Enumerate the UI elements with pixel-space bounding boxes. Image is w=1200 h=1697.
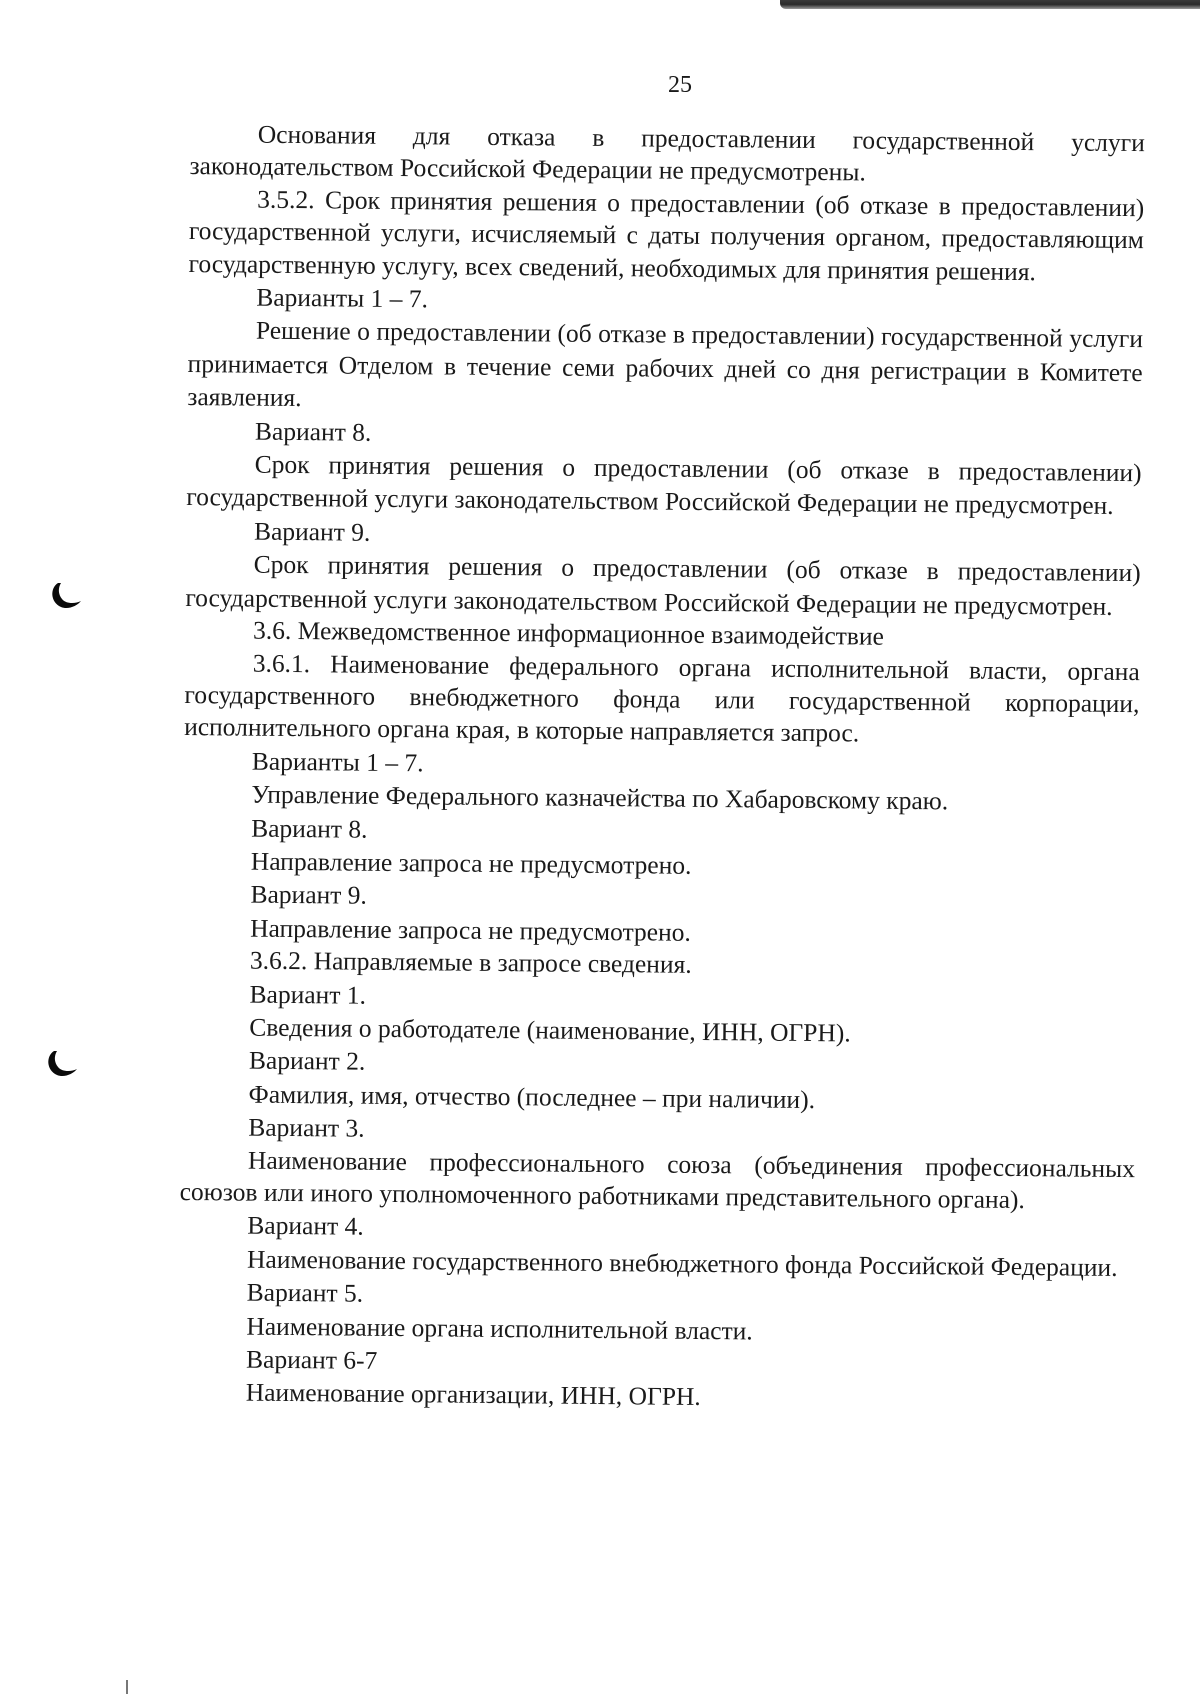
paragraph-variants-1-7-b: Варианты 1 – 7. (251, 746, 424, 777)
paragraph-variant-4-info: Наименование государственного внебюджетного фонда Российской Федерации. (246, 1244, 1118, 1282)
paragraph-variant-5-info: Наименование органа исполнительной власти. (246, 1311, 753, 1346)
paragraph-variant-1-info: Сведения о работодателе (наименование, ИНН, ОГРН). (249, 1012, 851, 1048)
paragraph-variant-9-a: Вариант 9. (253, 516, 371, 547)
scan-top-edge (780, 0, 1200, 9)
paragraph-variants-1-7-a: Варианты 1 – 7. (256, 282, 429, 314)
paragraph-no-request-8: Направление запроса не предусмотрено. (250, 846, 692, 880)
paragraph-treasury: Управление Федерального казначейства по Хабаровскому краю. (251, 779, 949, 816)
paragraph-variant-8-b: Вариант 8. (251, 813, 368, 844)
paragraph-3-6-heading: 3.6. Межведомственное информационное взаимодействие (252, 615, 885, 651)
scan-margin-tick (126, 1680, 128, 1694)
paragraph-3-6-2: 3.6.2. Направляемые в запросе сведения. (249, 945, 692, 980)
paragraph-refusal-grounds: Основания для отказа в предоставлении государственной услуги законодательством Российской Федерации не предусмотрены. (189, 119, 1145, 187)
paragraph-variant-9-term: Срок принятия решения о предоставлении (об отказе в предоставлении) государственной услуги законодательством Российской Федерации не предусмотрен. (185, 549, 1141, 621)
paragraph-no-request-9: Направление запроса не предусмотрено. (250, 913, 691, 947)
paragraph-3-5-2: 3.5.2. Срок принятия решения о предоставлении (об отказе в предоставлении) государственной услуги, исчисляемый с даты получения органом, предоставляющим государственную услугу, всех сведений, необходимых для принятия решения. (188, 184, 1145, 286)
paragraph-variant-9-b: Вариант 9. (250, 879, 368, 911)
paragraph-variant-5: Вариант 5. (246, 1277, 364, 1308)
paragraph-variant-2-info: Фамилия, имя, отчество (последнее – при наличии). (248, 1079, 816, 1114)
paragraph-3-6-1: 3.6.1. Наименование федерального органа исполнительной власти, органа государственного внебюджетного фонда или государственной корпорации, исполнительного органа края, в которые направляется запрос. (184, 648, 1140, 748)
paragraph-variant-8-a: Вариант 8. (254, 416, 372, 447)
paragraph-variant-3: Вариант 3. (248, 1112, 365, 1143)
paragraph-decision-term: Решение о предоставлении (об отказе в предоставлении) государственной услуги принимается Отделом в течение семи рабочих дней со дня регистрации в Комитете заявления. (187, 316, 1144, 413)
paragraph-variant-4: Вариант 4. (247, 1211, 364, 1242)
hole-punch-mark-icon (48, 582, 82, 610)
paragraph-variant-3-info: Наименование профессионального союза (объединения профессиональных союзов или иного уполномоченного работниками представительного органа). (179, 1145, 1136, 1215)
document-body (178, 118, 1145, 1418)
paragraph-variant-6-7-info: Наименование организации, ИНН, ОГРН. (245, 1378, 701, 1412)
paragraph-variant-8-term: Срок принятия решения о предоставлении (об отказе в предоставлении) государственной услуги законодательством Российской Федерации не предусмотрен. (186, 449, 1142, 521)
paragraph-variant-6-7: Вариант 6-7 (245, 1344, 378, 1375)
paragraph-variant-1: Вариант 1. (249, 979, 367, 1010)
hole-punch-mark-icon (44, 1050, 78, 1078)
paragraph-variant-2: Вариант 2. (248, 1045, 366, 1077)
page-number: 25 (668, 72, 692, 98)
